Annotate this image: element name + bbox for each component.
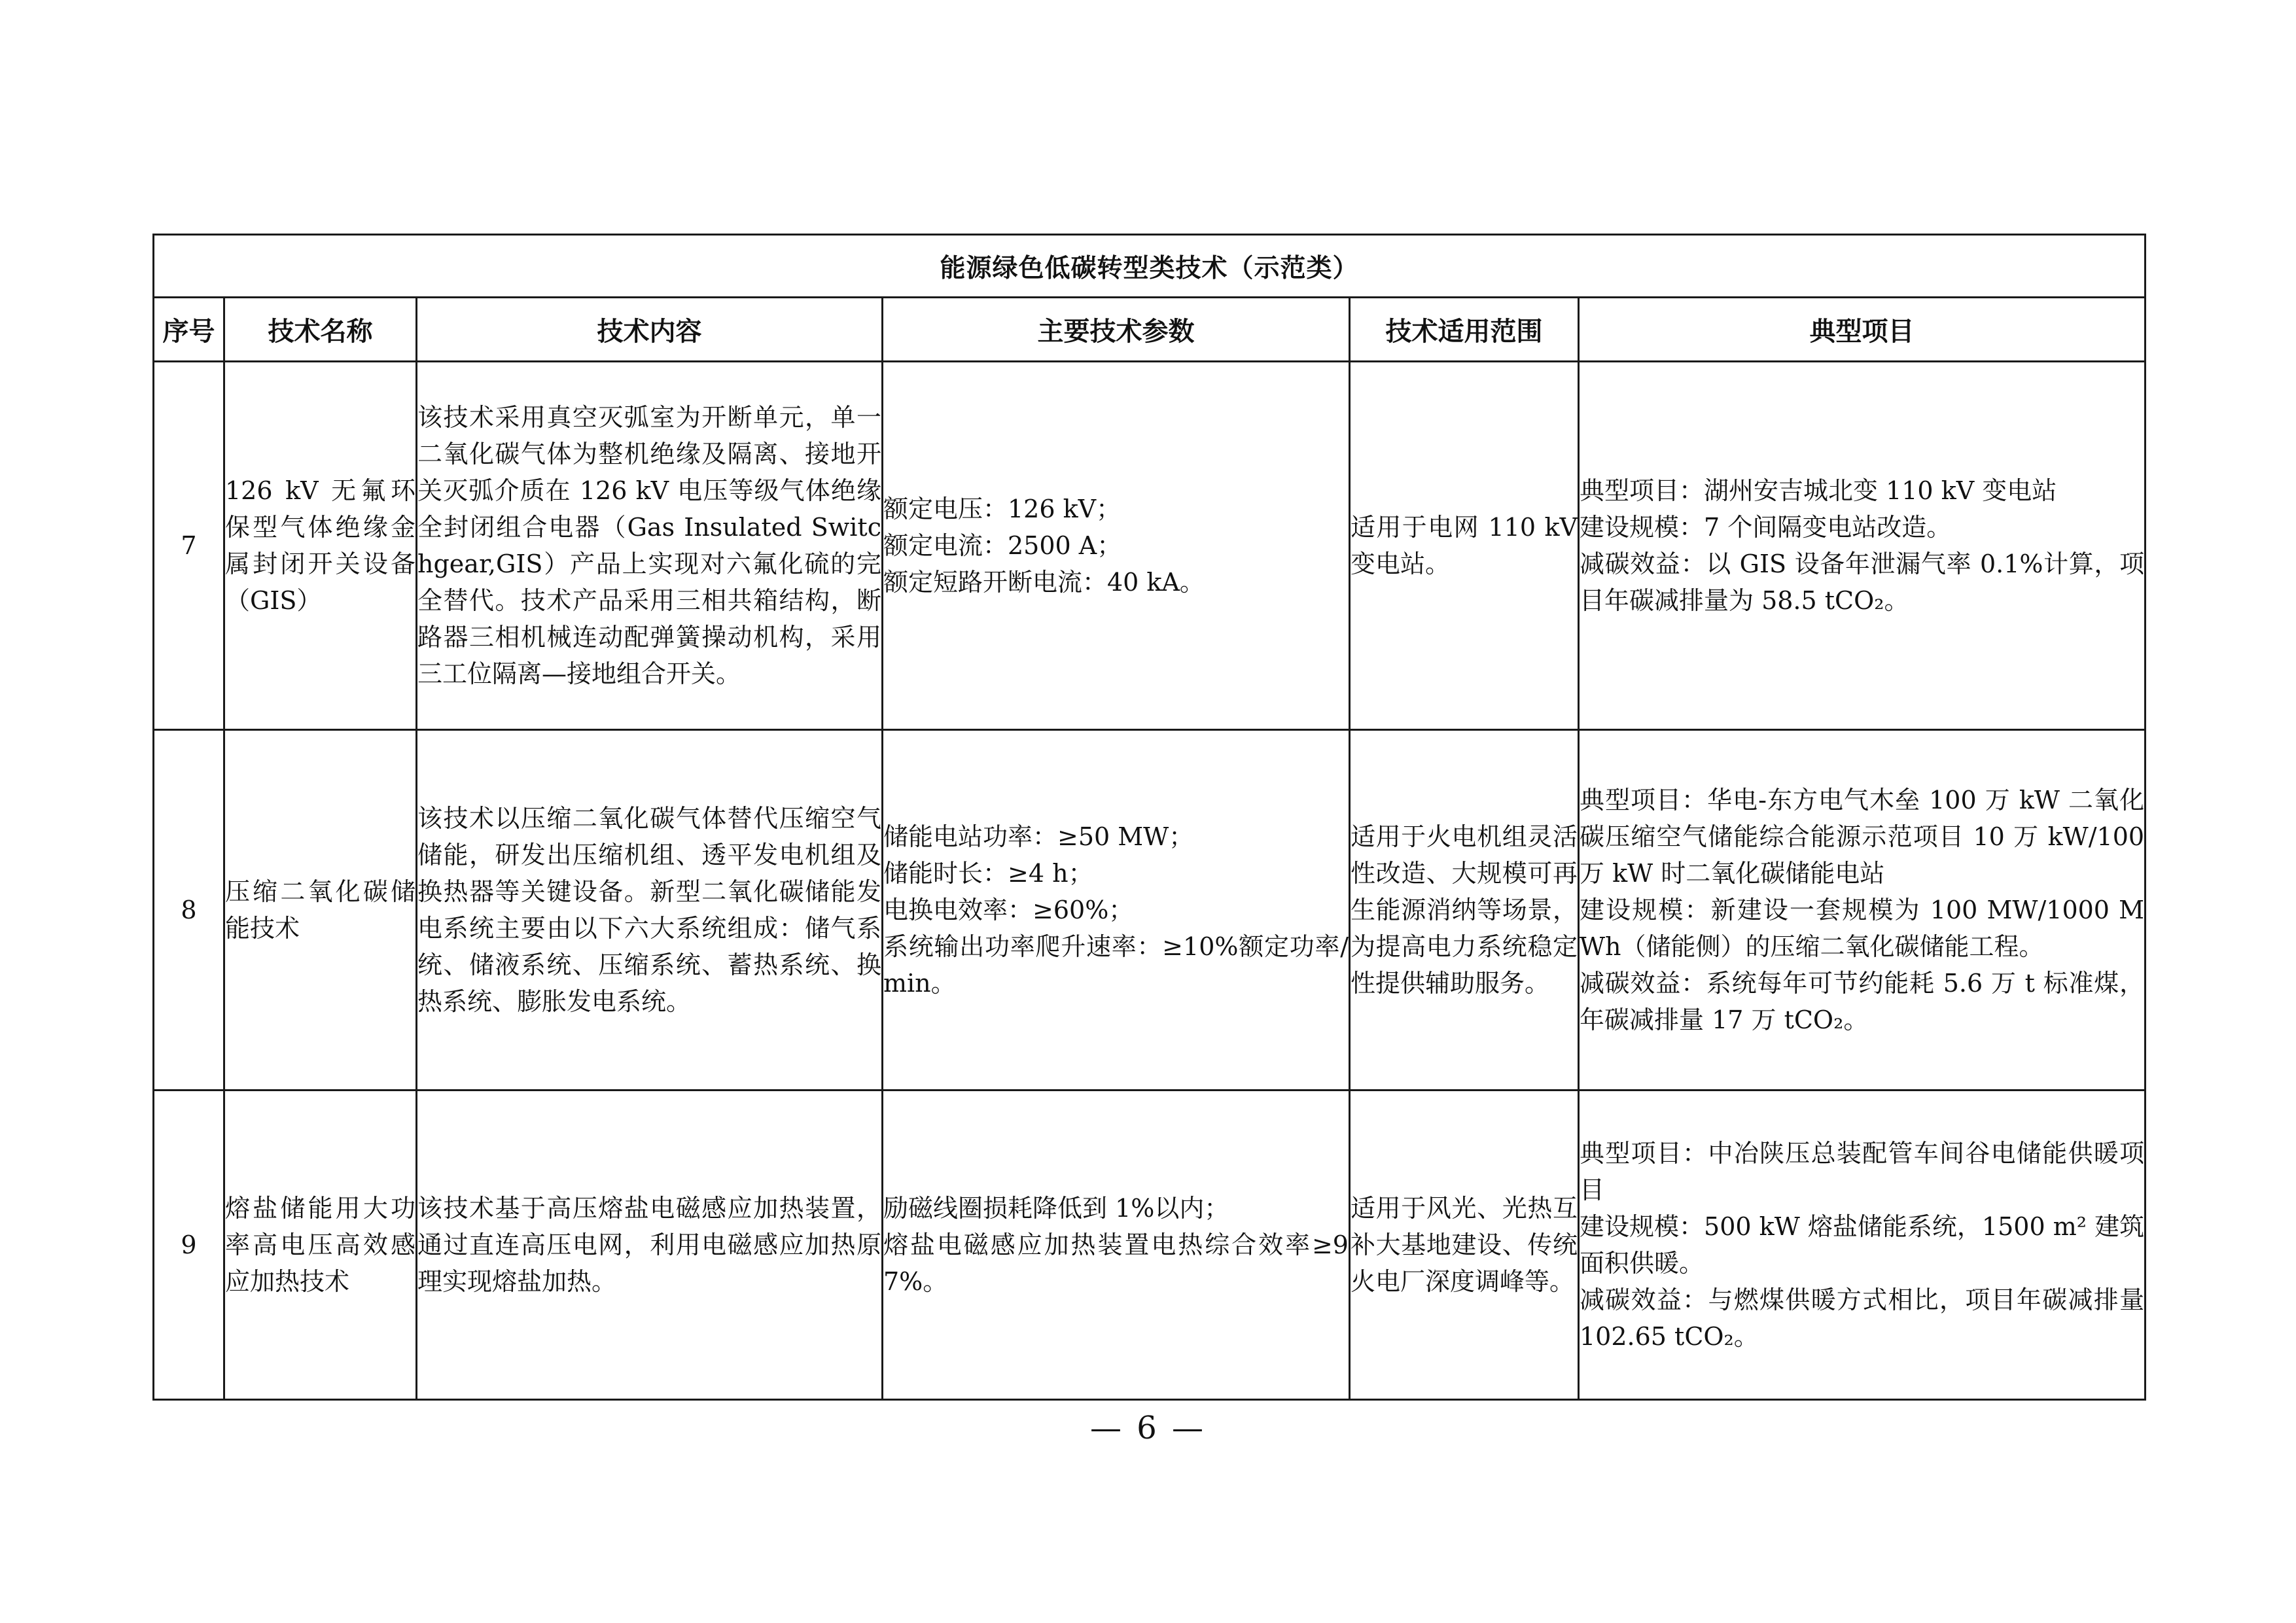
table-row — [154, 362, 2146, 730]
row-typical-project — [1579, 362, 2146, 730]
param-line: 储能电站功率：≥50 MW； — [883, 822, 1194, 851]
row-main-params — [883, 362, 1350, 730]
project-line: 减碳效益：以 GIS 设备年泄漏气率 0.1%计算，项目年碳减排量为 58.5 tCO₂。 — [1580, 550, 2145, 615]
header-main-params: 主要技术参数 — [883, 298, 1350, 362]
table-caption: 能源绿色低碳转型类技术（示范类） — [154, 235, 2146, 298]
param-line: 励磁线圈损耗降低到 1%以内； — [883, 1194, 1229, 1223]
row-scope: 适用于电网 110 kV 变电站。 — [1350, 362, 1579, 730]
header-scope: 技术适用范围 — [1350, 298, 1579, 362]
param-line: 额定电压：126 kV； — [883, 495, 1122, 523]
header-typical-project: 典型项目 — [1579, 298, 2146, 362]
project-line: 典型项目：湖州安吉城北变 110 kV 变电站 — [1580, 476, 2057, 505]
row-tech-content: 该技术基于高压熔盐电磁感应加热装置，通过直连高压电网，利用电磁感应加热原理实现熔盐加热。 — [417, 1091, 883, 1400]
project-line: 建设规模：500 kW 熔盐储能系统，1500 m² 建筑面积供暖。 — [1580, 1212, 2145, 1278]
param-line: 额定电流：2500 A； — [883, 531, 1122, 560]
project-line: 建设规模：新建设一套规模为 100 MW/1000 MWh（储能侧）的压缩二氧化碳储能工程。 — [1580, 896, 2145, 961]
row-tech-name: 126 kV 无氟环保型气体绝缘金属封闭开关设备（GIS） — [224, 362, 417, 730]
param-line: 额定短路开断电流：40 kA。 — [883, 568, 1205, 597]
header-tech-content: 技术内容 — [417, 298, 883, 362]
table-header-row — [154, 298, 2146, 362]
header-serial: 序号 — [154, 298, 224, 362]
row-tech-content: 该技术以压缩二氧化碳气体替代压缩空气储能，研发出压缩机组、透平发电机组及换热器等关键设备。新型二氧化碳储能发电系统主要由以下六大系统组成：储气系统、储液系统、压缩系统、蓄热系统、换热系统、膨胀发电系统。 — [417, 730, 883, 1091]
param-line: 系统输出功率爬升速率：≥10%额定功率/min。 — [883, 932, 1349, 998]
project-line: 减碳效益：系统每年可节约能耗 5.6 万 t 标准煤，年碳减排量 17 万 tCO₂。 — [1580, 969, 2145, 1034]
param-line: 储能时长：≥4 h； — [883, 859, 1093, 888]
param-line: 电换电效率：≥60%； — [883, 896, 1134, 924]
row-tech-content: 该技术采用真空灭弧室为开断单元，单一二氧化碳气体为整机绝缘及隔离、接地开关灭弧介质在 126 kV 电压等级气体绝缘全封闭组合电器（Gas Insulated Switchgear,GIS）产品上实现对六氟化硫的完全替代。技术产品采用三相共箱结构，断路器三相机械连动配弹簧操动机构，采用三工位隔离—接地组合开关。 — [417, 362, 883, 730]
row-serial: 8 — [154, 730, 224, 1091]
table-row — [154, 1091, 2146, 1400]
project-line: 典型项目：中冶陕压总装配管车间谷电储能供暖项目 — [1580, 1139, 2145, 1204]
row-tech-name: 熔盐储能用大功率高电压高效感应加热技术 — [224, 1091, 417, 1400]
row-tech-name: 压缩二氧化碳储能技术 — [224, 730, 417, 1091]
row-serial: 9 — [154, 1091, 224, 1400]
table-caption-row — [154, 235, 2146, 298]
project-line: 典型项目：华电-东方电气木垒 100 万 kW 二氧化碳压缩空气储能综合能源示范项目 10 万 kW/100 万 kW 时二氧化碳储能电站 — [1580, 786, 2145, 888]
row-serial: 7 — [154, 362, 224, 730]
row-scope: 适用于风光、光热互补大基地建设、传统火电厂深度调峰等。 — [1350, 1091, 1579, 1400]
table-row — [154, 730, 2146, 1091]
project-line: 减碳效益：与燃煤供暖方式相比，项目年碳减排量 102.65 tCO₂。 — [1580, 1285, 2145, 1351]
page-number: — 6 — — [1089, 1410, 1207, 1446]
technology-table — [152, 234, 2146, 1401]
row-typical-project — [1579, 1091, 2146, 1400]
project-line: 建设规模：7 个间隔变电站改造。 — [1580, 513, 1952, 542]
row-main-params — [883, 1091, 1350, 1400]
row-typical-project — [1579, 730, 2146, 1091]
param-line: 熔盐电磁感应加热装置电热综合效率≥97%。 — [883, 1230, 1349, 1296]
row-scope: 适用于火电机组灵活性改造、大规模可再生能源消纳等场景，为提高电力系统稳定性提供辅助服务。 — [1350, 730, 1579, 1091]
row-main-params — [883, 730, 1350, 1091]
header-tech-name: 技术名称 — [224, 298, 417, 362]
